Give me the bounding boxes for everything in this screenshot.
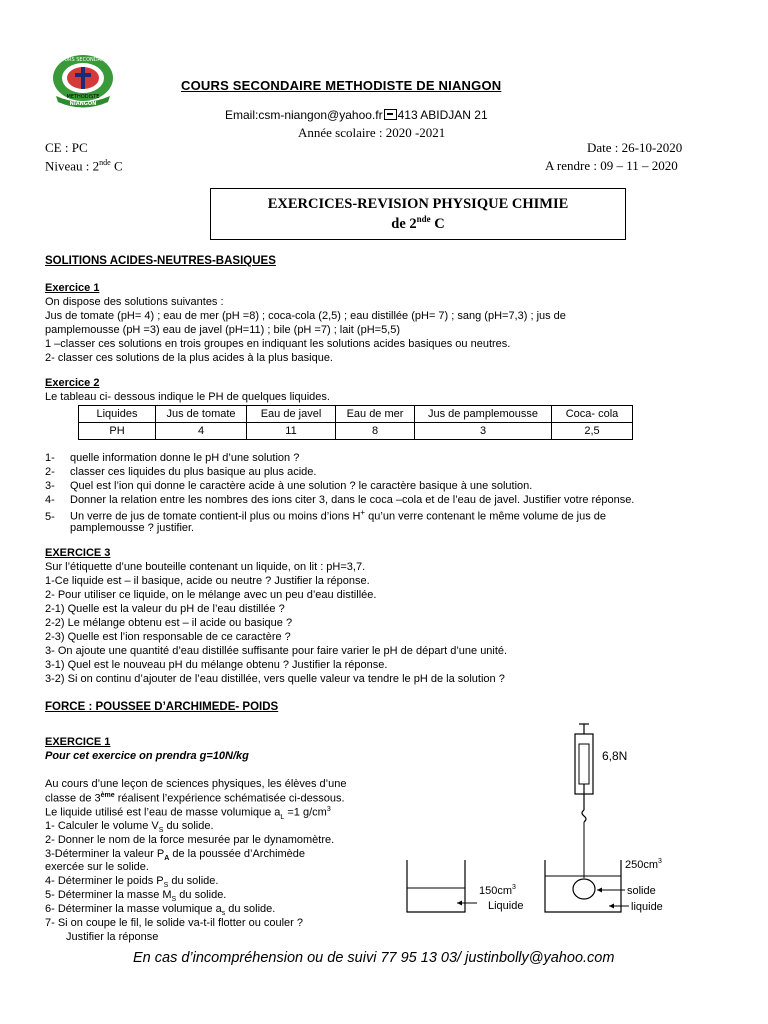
niveau-prefix: Niveau : 2: [45, 158, 100, 174]
ex3-line: 3- On ajoute une quantité d’eau distillée suffisante pour faire varier le pH de départ d’une unité.: [45, 645, 508, 657]
table-cell: Eau de javel: [247, 406, 336, 423]
s2-sup: ème: [100, 792, 115, 799]
ex3-line: 3-2) Si on continu d’ajouter de l’eau distillée, vers quelle valeur va tendre le pH de la solution ?: [45, 673, 505, 685]
beaker-2-icon: [545, 860, 629, 912]
s2-line-text: Le liquide utilisé est l’eau de masse volumique a: [45, 806, 281, 819]
niveau-suffix: C: [110, 158, 123, 174]
table-cell: Jus de tomate: [156, 406, 247, 423]
school-name: COURS SECONDAIRE METHODISTE DE NIANGON: [181, 78, 502, 93]
s2-line-rest: réalisent l’expérience schématisée ci-dessous.: [114, 792, 345, 805]
question-text: Quel est l’ion qui donne le caractère acide à une solution ? le caractère basique à une solution.: [70, 480, 533, 492]
s2-line-text: 5- Déterminer la masse M: [45, 889, 172, 901]
question-text: quelle information donne le pH d’une solution ?: [70, 452, 300, 464]
ex2-question: [45, 494, 634, 506]
ex2-question: [45, 522, 194, 534]
question-text: Un verre de jus de tomate contient-il plus ou moins d’ions H: [70, 510, 361, 523]
table-cell: 2,5: [552, 423, 633, 440]
s2-line-text: classe de 3: [45, 792, 101, 805]
dynamometer-value: 6,8N: [602, 749, 628, 763]
s2-line-rest: du solide.: [176, 889, 227, 901]
question-number: 5-: [45, 510, 55, 523]
beaker-1-volume: $150cm^3$: [479, 884, 516, 897]
bp-text: 413 ABIDJAN 21: [397, 108, 488, 122]
question-text: pamplemousse ? justifier.: [70, 522, 195, 534]
s2-sub: S: [171, 896, 177, 904]
s2-sub: S: [158, 827, 164, 835]
school-logo: [50, 52, 116, 110]
s2-line-rest: =1 g/cm: [284, 806, 327, 819]
table-cell: 4: [156, 423, 247, 440]
s2-line-text: 4- Déterminer le poids P: [45, 875, 164, 887]
s2-line: Au cours d’une leçon de sciences physiques, les élèves d’une: [45, 778, 347, 790]
s2-sub: A: [164, 855, 170, 863]
ce-label: CE : PC: [45, 140, 88, 155]
solid-label: solide: [627, 885, 656, 897]
dynamometer-icon: [575, 724, 593, 878]
ex3-line: 1-Ce liquide est – il basique, acide ou neutre ? Justifier la réponse.: [45, 575, 370, 587]
logo-bottom-text: NIANGON: [69, 101, 97, 107]
table-cell: Coca- cola: [552, 406, 633, 423]
title-line2-suffix: C: [430, 215, 445, 232]
title-box: [210, 188, 626, 240]
table-cell: Liquides: [79, 406, 156, 423]
school-year: Année scolaire : 2020 -2021: [298, 125, 446, 140]
section2-heading: FORCE : POUSSEE D’ARCHIMEDE- POIDS: [45, 701, 279, 713]
s2-line-rest: de la poussée d’Archimède: [169, 848, 306, 860]
ex3-line: 2-1) Quelle est la valeur du pH de l’eau distillée ?: [45, 603, 285, 615]
date-label: Date : 26-10-2020: [587, 140, 683, 155]
s2-line: 7- Si on coupe le fil, le solide va-t-il flotter ou couler ?: [45, 917, 304, 929]
niveau-label: [45, 158, 123, 174]
s2-line-text: 6- Déterminer la masse volumique a: [45, 903, 222, 915]
title-line2-prefix: de 2: [391, 215, 417, 232]
question-text-rest: qu’un verre contenant le même volume de jus de: [365, 510, 607, 523]
s2-line: Justifier la réponse: [66, 931, 159, 943]
ex1-line: 1 –classer ces solutions en trois groupes en indiquant les solutions acides basiques ou neutres.: [45, 338, 511, 350]
s2-sup: 3: [326, 806, 331, 813]
ex3-line: Sur l’étiquette d’une bouteille contenant un liquide, on lit : pH=3,7.: [45, 561, 366, 573]
table-cell: 11: [247, 423, 336, 440]
s2-line: [45, 903, 275, 917]
question-text: classer ces liquides du plus basique au plus acide.: [70, 466, 317, 478]
ex3-line: 2- Pour utiliser ce liquide, on le mélange avec un peu d’eau distillée.: [45, 589, 377, 601]
s2-line: [45, 875, 218, 889]
s2-line: [45, 820, 214, 834]
ex3-line: 2-3) Quelle est l’ion responsable de ce caractère ?: [45, 631, 291, 643]
beaker-1-liquid-label: Liquide: [488, 900, 524, 912]
ex3-heading: EXERCICE 3: [45, 547, 111, 559]
table-header-row: [79, 406, 633, 423]
s2-line: [45, 806, 331, 821]
footer-contact: En cas d’incompréhension ou de suivi 77 95 13 03/ justinbolly@yahoo.com: [133, 950, 615, 966]
beaker-2-volume: $250cm^3$: [625, 858, 662, 871]
mailbox-icon: [384, 109, 397, 120]
section1-heading: SOLITIONS ACIDES-NEUTRES-BASIQUES: [45, 255, 276, 267]
question-number: 4-: [45, 494, 55, 506]
ex2-question: [45, 466, 316, 478]
ex1-line: Jus de tomate (pH= 4) ; eau de mer (pH =8) ; coca-cola (2,5) ; eau distillée (pH= 7) ; sang (pH=7,3) ; jus de: [45, 310, 566, 322]
table-cell: Eau de mer: [336, 406, 415, 423]
ex2-question: [45, 452, 299, 464]
email-text: Email:csm-niangon@yahoo.fr: [225, 108, 383, 122]
s2-ex1-subheading: Pour cet exercice on prendra g=10N/kg: [45, 750, 249, 762]
ex1-line: On dispose des solutions suivantes :: [45, 296, 224, 308]
ex1-line: pamplemousse (pH =3) eau de javel (pH=11) ; bile (pH =7) ; lait (pH=5,5): [45, 324, 401, 336]
title-line1: EXERCICES-REVISION PHYSIQUE CHIMIE: [267, 196, 569, 212]
ex3-line: 3-1) Quel est le nouveau pH du mélange obtenu ? Justifier la réponse.: [45, 659, 388, 671]
title-line2-sup: nde: [416, 214, 431, 224]
s2-line: [45, 889, 226, 903]
ex1-heading: Exercice 1: [45, 282, 100, 294]
s2-line-text: 1- Calculer le volume V: [45, 820, 159, 832]
table-row: [79, 423, 633, 440]
question-number: 3-: [45, 480, 55, 492]
due-date-label: A rendre : 09 – 11 – 2020: [545, 158, 678, 173]
logo-mid-text: METHODISTE: [66, 94, 100, 100]
s2-sub: s: [221, 910, 226, 918]
question-text: Donner la relation entre les nombres des ions citer 3, dans le coca –cola et de l’eau de javel. Justifier votre réponse.: [70, 494, 635, 506]
h-plus-sup: +: [360, 508, 366, 517]
question-number: 2-: [45, 466, 55, 478]
s2-line-text: 3-Déterminer la valeur P: [45, 848, 165, 860]
beaker-1-icon: [407, 860, 477, 912]
ex2-intro: Le tableau ci- dessous indique le PH de quelques liquides.: [45, 391, 330, 403]
table-cell: Jus de pamplemousse: [415, 406, 552, 423]
question-number: 1-: [45, 452, 55, 464]
ex2-question: [45, 480, 532, 492]
s2-line: [45, 792, 345, 805]
s2-sub: L: [280, 813, 285, 821]
archimedes-diagram: [395, 720, 695, 945]
email-line: [225, 108, 488, 122]
s2-sub: S: [163, 882, 169, 890]
table-cell: 8: [336, 423, 415, 440]
s2-line: 2- Donner le nom de la force mesurée par le dynamomètre.: [45, 834, 335, 846]
ex3-line: 2-2) Le mélange obtenu est – il acide ou basique ?: [45, 617, 293, 629]
table-cell: PH: [79, 423, 156, 440]
title-line2: [211, 214, 625, 233]
s2-ex1-heading: EXERCICE 1: [45, 736, 111, 748]
s2-line-rest: du solide.: [225, 903, 276, 915]
s2-line: exercée sur le solide.: [45, 861, 149, 873]
ex1-line: 2- classer ces solutions de la plus acides à la plus basique.: [45, 352, 333, 364]
niveau-sup: nde: [99, 158, 111, 167]
table-cell: 3: [415, 423, 552, 440]
s2-line-rest: du solide.: [163, 820, 214, 832]
beaker-2-liquid-label: liquide: [631, 901, 663, 913]
ex2-question: [45, 508, 606, 523]
logo-top-text: COURS SECONDAIRE: [56, 57, 110, 63]
ph-table: [78, 405, 633, 440]
s2-line-rest: du solide.: [168, 875, 219, 887]
ex2-heading: Exercice 2: [45, 377, 100, 389]
